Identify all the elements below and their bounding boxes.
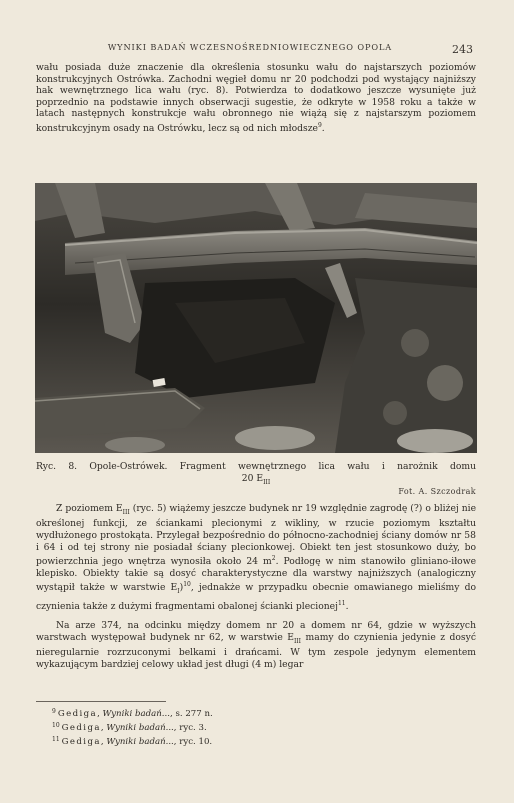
excavation-photo-image — [35, 183, 477, 453]
caption-line-1: Ryc. 8. Opole-Ostrówek. Fragment wewnętrznego lica wału i narożnik domu — [36, 461, 476, 472]
caption-line-2-text: 20 E — [241, 473, 264, 484]
paragraph-2-text-d: ) — [179, 582, 184, 594]
footnote-title: Wyniki badań... — [106, 737, 174, 747]
footnote-ref-10: 10 — [183, 581, 191, 589]
paragraph-3 — [36, 620, 476, 670]
paragraph-2-text-c: . Podłogę w nim stanowiło gliniano-iłowe klepisko. Obiekty takie są dosyć charakterystyczne dla warstwy najniższych (analogiczny wystąpił także w warstwie E — [36, 556, 477, 594]
footnote-reference: , ryc. 3. — [173, 723, 207, 733]
paragraph-2-sub-b: I — [177, 588, 180, 596]
paragraph-3-text-b: mamy do czynienia jedynie z dosyć nieregularnie rozrzuconymi belkami i drańcami. W tym zespole jedynym elementem wykazującym bardziej celowy układ jest długi (4 m) legar — [36, 631, 476, 670]
paragraph-2-text-b: (ryc. 5) wiążemy jeszcze budynek nr 19 względnie zagrodę (?) o bliżej nie określonej funkcji, ze ściankami plecionymi z wikliny, w rzucie poziomym kształtu wydłużonego prostokąta. Przylegał bezpośrednio do północno-zachodniej ściany domów nr 58 i 64 i od tej strony nie posiadał ściany plecionkowej. Obiekt ten jest stosunkowo duży, bo powierzchnia jego wnętrza wynosiła około 24 m — [36, 503, 477, 568]
footnote-ref-11: 11 — [337, 599, 346, 607]
footnote-author: Gediga — [57, 709, 98, 719]
excavation-photo — [35, 183, 477, 453]
footnote-ref-9: 9 — [317, 121, 322, 129]
footnote-divider — [36, 701, 166, 702]
paragraph-2-sup-a: 2 — [271, 555, 276, 563]
paragraph-2 — [36, 503, 476, 613]
paragraph-3-sub-a: III — [293, 637, 302, 645]
running-title: WYNIKI BADAŃ WCZESNOŚREDNIOWIECZNEGO OPOLA — [107, 42, 393, 52]
figure-caption — [36, 461, 476, 489]
paragraph-2-text-a: Z poziomem E — [56, 503, 123, 514]
paragraph-2-sub-a: III — [122, 508, 130, 516]
footnote-number: 9 — [52, 708, 56, 715]
footnote-author: Gediga — [61, 737, 101, 747]
footnote-reference: , s. 277 n. — [169, 709, 213, 719]
footnote-item: $^{10}$ Gediga, Wyniki badań..., ryc. 3. — [52, 722, 207, 733]
photo-credit: Fot. A. Szczodrak — [398, 487, 476, 496]
footnote-item: $^{11}$ Gediga, Wyniki badań..., ryc. 10. — [52, 736, 213, 747]
footnote-title: Wyniki badań... — [102, 709, 170, 719]
paragraph-1-text: wału posiada duże znaczenie dla określenia stosunku wału do najstarszych poziomów konstrukcyjnych Ostrówka. Zachodni węgieł domu nr 20 podchodzi pod wystający najniższy hak wewnętrznego lica wału (ryc. 8). Potwierdza to dodatkowo jeszcze wysunięte już poprzednio na podstawie innych obserwacji sugestie, że odkryte w 1958 roku a także w latach następnych konstrukcje wału obronnego nie wiążą się z najstarszym poziomem konstrukcyjnym osady na Ostrówku, lecz są od nich młodsze — [36, 62, 476, 135]
paragraph-2-text-e: , jednakże w przypadku obecnie omawianego mieliśmy do czynienia także z dużymi fragmentami obalonej ścianki plecionej — [36, 582, 476, 612]
footnotes — [52, 706, 352, 748]
footnote-number: 11 — [52, 736, 60, 743]
paragraph-2-text-f: . — [345, 601, 349, 612]
paragraph-3-text-a: Na arze 374, na odcinku między domem nr 20 a domem nr 64, gdzie w wyższych warstwach występował budynek nr 62, w warstwie E — [36, 620, 476, 643]
footnote-title: Wyniki badań... — [106, 723, 174, 733]
paragraph-1-end: . — [321, 123, 325, 135]
footnote-author: Gediga — [61, 723, 101, 733]
caption-line-2-sub: III — [263, 478, 271, 486]
footnote-number: 10 — [52, 722, 60, 729]
paragraph-1 — [36, 62, 476, 135]
footnote-reference: , ryc. 10. — [173, 737, 213, 747]
footnote-item: $^9$ Gediga, Wyniki badań..., s. 277 n. — [52, 708, 213, 719]
page-number: 243 — [452, 43, 473, 56]
